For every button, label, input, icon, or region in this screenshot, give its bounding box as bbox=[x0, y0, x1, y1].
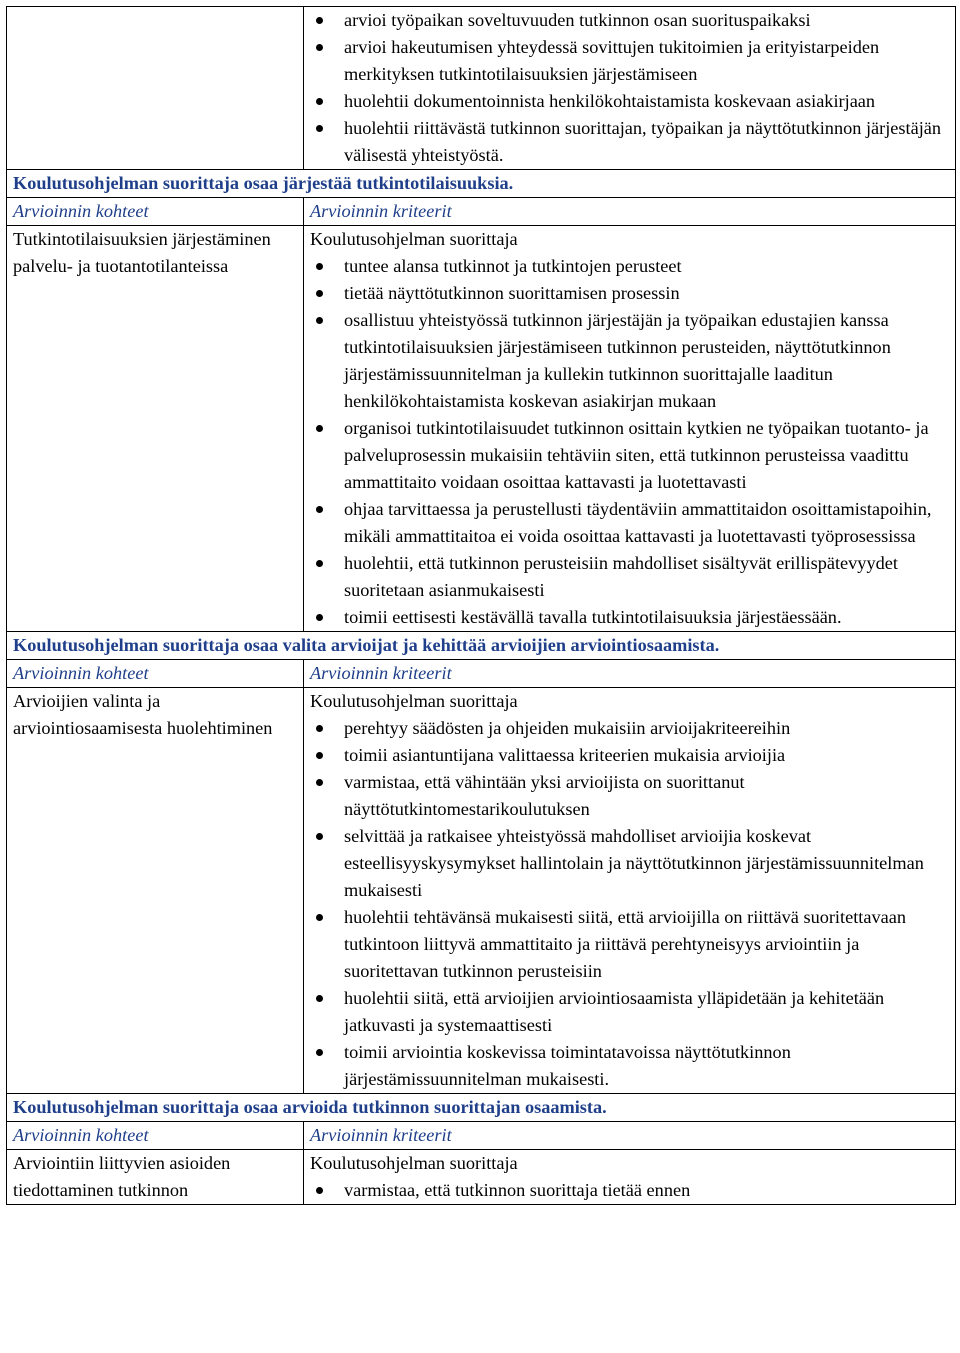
criteria-item: varmistaa, että tutkinnon suorittaja tietää ennen bbox=[310, 1177, 953, 1204]
criteria-cell bbox=[304, 7, 956, 170]
criteria-intro: Koulutusohjelman suorittaja bbox=[310, 1153, 518, 1173]
empty-target-cell bbox=[7, 7, 304, 170]
criteria-item: ohjaa tarvittaessa ja perustellusti täydentäviin ammattitaidon osoittamistapoihin, mikäli ammattitaitoa ei voida osoittaa kattavasti ja luotettavasti työprosessissa bbox=[310, 496, 953, 550]
criteria-item: tuntee alansa tutkinnot ja tutkintojen perusteet bbox=[310, 253, 953, 280]
criteria-item: varmistaa, että vähintään yksi arvioijista on suorittanut näyttötutkintomestarikoulutuksen bbox=[310, 769, 953, 823]
section-title-row bbox=[7, 632, 956, 660]
criteria-list bbox=[310, 7, 953, 169]
column-header-row bbox=[7, 1122, 956, 1150]
column-header-targets: Arvioinnin kohteet bbox=[7, 1122, 304, 1150]
criteria-item: tietää näyttötutkinnon suorittamisen prosessin bbox=[310, 280, 953, 307]
assessment-target: Arvioijien valinta ja arviointiosaamisesta huolehtiminen bbox=[7, 688, 304, 1094]
criteria-item: perehtyy säädösten ja ohjeiden mukaisiin arvioijakriteereihin bbox=[310, 715, 953, 742]
criteria-item: selvittää ja ratkaisee yhteistyössä mahdolliset arvioijia koskevat esteellisyyskysymykset hallintolain ja näyttötutkinnon järjestämissuunnitelman mukaisesti bbox=[310, 823, 953, 904]
criteria-item: huolehtii riittävästä tutkinnon suorittajan, työpaikan ja näyttötutkinnon järjestäjän välisestä yhteistyöstä. bbox=[310, 115, 953, 169]
criteria-intro: Koulutusohjelman suorittaja bbox=[310, 691, 518, 711]
criteria-table bbox=[6, 6, 956, 1205]
section-title: Koulutusohjelman suorittaja osaa järjestää tutkintotilaisuuksia. bbox=[7, 170, 956, 198]
criteria-list bbox=[310, 715, 953, 1093]
criteria-item: osallistuu yhteistyössä tutkinnon järjestäjän ja työpaikan edustajien kanssa tutkintotilaisuuksien järjestämiseen tutkinnon perusteiden, näyttötutkinnon järjestämissuunnitelman ja kullekin tutkinnon suorittajalle laaditun henkilökohtaistamista koskevan asiakirjan mukaan bbox=[310, 307, 953, 415]
column-header-criteria: Arvioinnin kriteerit bbox=[304, 660, 956, 688]
continuation-row bbox=[7, 7, 956, 170]
criteria-item: huolehtii dokumentoinnista henkilökohtaistamista koskevaan asiakirjaan bbox=[310, 88, 953, 115]
criteria-item: toimii eettisesti kestävällä tavalla tutkintotilaisuuksia järjestäessään. bbox=[310, 604, 953, 631]
section-title: Koulutusohjelman suorittaja osaa arvioida tutkinnon suorittajan osaamista. bbox=[7, 1094, 956, 1122]
criteria-intro: Koulutusohjelman suorittaja bbox=[310, 229, 518, 249]
criteria-item: toimii arviointia koskevissa toimintatavoissa näyttötutkinnon järjestämissuunnitelman mukaisesti. bbox=[310, 1039, 953, 1093]
assessment-target: Arviointiin liittyvien asioiden tiedottaminen tutkinnon bbox=[7, 1150, 304, 1205]
section-title-row bbox=[7, 1094, 956, 1122]
criteria-item: arvioi hakeutumisen yhteydessä sovittujen tukitoimien ja erityistarpeiden merkityksen tutkintotilaisuuksien järjestämiseen bbox=[310, 34, 953, 88]
column-header-targets: Arvioinnin kohteet bbox=[7, 198, 304, 226]
criteria-row bbox=[7, 1150, 956, 1205]
column-header-criteria: Arvioinnin kriteerit bbox=[304, 1122, 956, 1150]
criteria-cell bbox=[304, 688, 956, 1094]
criteria-row bbox=[7, 688, 956, 1094]
criteria-cell bbox=[304, 226, 956, 632]
column-header-targets: Arvioinnin kohteet bbox=[7, 660, 304, 688]
column-header-row bbox=[7, 660, 956, 688]
criteria-list bbox=[310, 253, 953, 631]
criteria-item: huolehtii siitä, että arvioijien arviointiosaamista ylläpidetään ja kehitetään jatkuvasti ja systemaattisesti bbox=[310, 985, 953, 1039]
assessment-target: Tutkintotilaisuuksien järjestäminen palvelu- ja tuotantotilanteissa bbox=[7, 226, 304, 632]
criteria-list bbox=[310, 1177, 953, 1204]
column-header-row bbox=[7, 198, 956, 226]
criteria-item: huolehtii tehtävänsä mukaisesti siitä, että arvioijilla on riittävä suoritettavaan tutkintoon liittyvä ammattitaito ja riittävä perehtyneisyys arviointiin ja suoritettavan tutkinnon perusteisiin bbox=[310, 904, 953, 985]
criteria-item: toimii asiantuntijana valittaessa kriteerien mukaisia arvioijia bbox=[310, 742, 953, 769]
criteria-item: arvioi työpaikan soveltuvuuden tutkinnon osan suorituspaikaksi bbox=[310, 7, 953, 34]
criteria-item: organisoi tutkintotilaisuudet tutkinnon osittain kytkien ne työpaikan tuotanto- ja palveluprosessin mukaisiin tehtäviin siten, että tutkinnon perusteissa vaadittu ammattitaito voidaan osoittaa kattavasti ja luotettavasti bbox=[310, 415, 953, 496]
section-title: Koulutusohjelman suorittaja osaa valita arvioijat ja kehittää arvioijien arviointiosaamista. bbox=[7, 632, 956, 660]
column-header-criteria: Arvioinnin kriteerit bbox=[304, 198, 956, 226]
criteria-row bbox=[7, 226, 956, 632]
criteria-cell bbox=[304, 1150, 956, 1205]
section-title-row bbox=[7, 170, 956, 198]
criteria-item: huolehtii, että tutkinnon perusteisiin mahdolliset sisältyvät erillispätevyydet suoritetaan asianmukaisesti bbox=[310, 550, 953, 604]
